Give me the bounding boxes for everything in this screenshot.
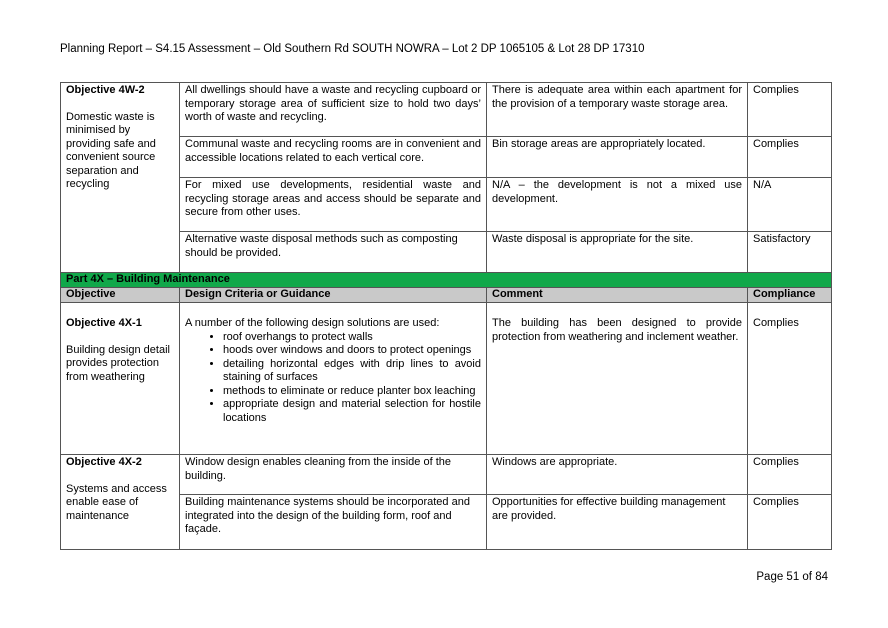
compliance-cell: Complies	[748, 303, 832, 455]
compliance-cell: N/A	[748, 178, 832, 232]
objective-cell	[61, 455, 180, 550]
objective-cell	[61, 303, 180, 455]
comment-cell: Opportunities for effective building management are provided.	[487, 495, 748, 550]
design-solutions-list	[185, 331, 481, 426]
column-header-comment: Comment	[487, 288, 748, 303]
criteria-cell: Alternative waste disposal methods such as composting should be provided.	[180, 232, 487, 273]
compliance-cell: Complies	[748, 83, 832, 137]
list-item: • appropriate design and material selection for hostile locations	[223, 398, 481, 425]
objective-description: Building design detail provides protection from weathering	[66, 343, 170, 383]
objective-title: Objective 4X-2	[66, 456, 142, 468]
comment-cell: Waste disposal is appropriate for the site.	[487, 232, 748, 273]
criteria-intro: A number of the following design solutions are used:	[185, 317, 440, 329]
criteria-cell: Building maintenance systems should be incorporated and integrated into the design of the building form, roof and façade.	[180, 495, 487, 550]
criteria-cell: Window design enables cleaning from the inside of the building.	[180, 455, 487, 495]
criteria-cell	[180, 303, 487, 455]
list-item: • roof overhangs to protect walls	[223, 331, 481, 345]
list-item: • detailing horizontal edges with drip lines to avoid staining of surfaces	[223, 358, 481, 385]
page-number: Page 51 of 84	[756, 571, 828, 583]
comment-cell: N/A – the development is not a mixed use development.	[487, 178, 748, 232]
comment-cell: Bin storage areas are appropriately located.	[487, 137, 748, 178]
assessment-table	[60, 82, 832, 550]
table-row	[61, 83, 832, 137]
objective-description: Domestic waste is minimised by providing safe and convenient source separation and recycling	[66, 110, 156, 190]
objective-description: Systems and access enable ease of maintenance	[66, 482, 167, 522]
compliance-cell: Satisfactory	[748, 232, 832, 273]
criteria-cell: For mixed use developments, residential waste and recycling storage areas and access should be separate and secure from other uses.	[180, 178, 487, 232]
criteria-cell: Communal waste and recycling rooms are in convenient and accessible locations related to each vertical core.	[180, 137, 487, 178]
list-item: • hoods over windows and doors to protect openings	[223, 344, 481, 358]
compliance-cell: Complies	[748, 455, 832, 495]
column-header-objective: Objective	[61, 288, 180, 303]
column-header-compliance: Compliance	[748, 288, 832, 303]
table-header-row	[61, 288, 832, 303]
objective-title: Objective 4W-2	[66, 84, 145, 96]
objective-cell	[61, 83, 180, 273]
section-heading: Part 4X – Building Maintenance	[61, 273, 832, 288]
compliance-cell: Complies	[748, 495, 832, 550]
table-row	[61, 455, 832, 495]
objective-title: Objective 4X-1	[66, 317, 142, 329]
table-row	[61, 303, 832, 455]
section-heading-row	[61, 273, 832, 288]
comment-cell: Windows are appropriate.	[487, 455, 748, 495]
criteria-cell: All dwellings should have a waste and recycling cupboard or temporary storage area of sufficient size to hold two days’ worth of waste and recycling.	[180, 83, 487, 137]
page-header: Planning Report – S4.15 Assessment – Old Southern Rd SOUTH NOWRA – Lot 2 DP 1065105 & Lot 28 DP 17310	[60, 43, 645, 55]
compliance-cell: Complies	[748, 137, 832, 178]
comment-cell: There is adequate area within each apartment for the provision of a temporary waste storage area.	[487, 83, 748, 137]
column-header-criteria: Design Criteria or Guidance	[180, 288, 487, 303]
comment-cell: The building has been designed to provide protection from weathering and inclement weather.	[487, 303, 748, 455]
list-item: • methods to eliminate or reduce planter box leaching	[223, 385, 481, 399]
